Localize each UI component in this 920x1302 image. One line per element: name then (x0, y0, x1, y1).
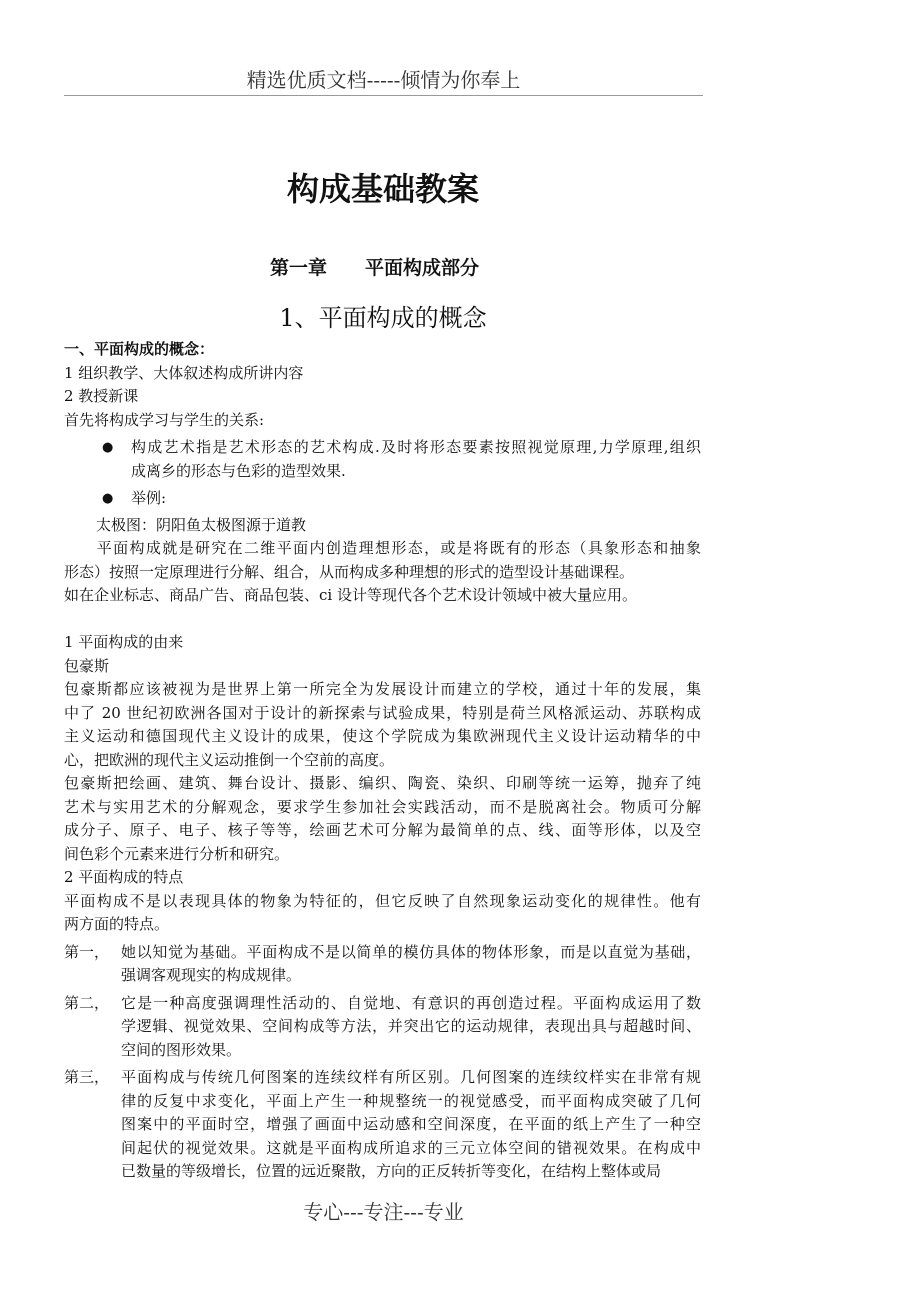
text-line: 心，把欧洲的现代主义运动推倒一个空前的高度。 (64, 750, 395, 769)
text-line: 一、平面构成的概念： (64, 340, 215, 358)
paragraph (64, 338, 701, 362)
chapter-heading: 第一章 平面构成部分 (270, 257, 480, 279)
blank-line (64, 608, 701, 632)
document-body (64, 338, 701, 1187)
text-line: 它是一种高度强调理性活动的、自觉地、有意识的再创造过程。平面构成运用了数 (121, 993, 701, 1012)
text-line: 1 组织教学、大体叙述构成所讲内容 (64, 363, 304, 382)
text-line: 间色彩个元素来进行分析和研究。 (64, 844, 290, 863)
paragraph (64, 537, 701, 584)
text-line: 已数量的等级增长，位置的远近聚散，方向的正反转折等变化，在结构上整体或局 (121, 1162, 662, 1180)
point-label: 第三， (64, 1068, 110, 1086)
text-line: 如在企业标志、商品广告、商品包装、ci 设计等现代各个艺术设计领域中被大量应用。 (64, 586, 637, 604)
text-line: 主义运动和德国现代主义设计的成果，使这个学院成为集欧洲现代主义设计运动精华的中 (64, 727, 701, 745)
point-label: 第二， (64, 993, 110, 1012)
text-line: 形态）按照一定原理进行分解、组合，从而构成多种理想的形式的造型设计基础课程。 (64, 562, 635, 581)
paragraph (64, 772, 701, 866)
text-line: 图案中的平面时空，增强了画面中运动感和空间深度，在平面的纸上产生了一种空 (121, 1115, 701, 1133)
text-line: 平面构成就是研究在二维平面内创造理想形态，或是将既有的形态（具象形态和抽象 (64, 539, 701, 557)
text-line: 成离乡的形态与色彩的造型效果. (131, 461, 346, 480)
page-footer: 专心---专注---专业 (303, 1200, 464, 1224)
numbered-point (64, 941, 701, 988)
text-line: 包豪斯把绘画、建筑、舞台设计、摄影、编织、陶瓷、染织、印刷等统一运筹，抛弃了纯 (64, 774, 701, 792)
bullet-item (64, 487, 701, 511)
text-line: 间起伏的视觉效果。这就是平面构成所追求的三元立体空间的错视效果。在构成中 (121, 1138, 701, 1157)
text-line: 2 平面构成的特点 (64, 868, 184, 886)
paragraph (64, 584, 701, 608)
text-line: 2 教授新课 (64, 387, 139, 405)
paragraph (64, 890, 701, 937)
section-heading: 1、平面构成的概念 (279, 304, 487, 332)
bullet-icon: ● (102, 491, 114, 506)
header-divider (64, 95, 703, 96)
paragraph (64, 866, 701, 890)
text-line: 1 平面构成的由来 (64, 633, 184, 651)
bullet-item (64, 436, 701, 483)
text-line: 包豪斯都应该被视为是世界上第一所完全为发展设计而建立的学校，通过十年的发展，集 (64, 680, 701, 698)
paragraph (64, 362, 701, 386)
text-line: 艺术与实用艺术的分解观念，要求学生参加社会实践活动，而不是脱离社会。物质可分解 (64, 797, 701, 816)
point-label: 第一， (64, 942, 110, 961)
text-line: 太极图：阴阳鱼太极图源于道教 (96, 515, 307, 534)
text-line: 两方面的特点。 (64, 915, 170, 933)
text-line: 学逻辑、视觉效果、空间构成等方法，并突出它的运动规律，表现出具与超越时间、 (121, 1017, 701, 1035)
numbered-point (64, 1066, 701, 1184)
text-line: 举例: (131, 489, 167, 507)
paragraph (64, 409, 701, 433)
text-line: 中了 20 世纪初欧洲各国对于设计的新探索与试验成果，特别是荷兰风格派运动、苏联构成 (64, 703, 701, 722)
text-line: 平面构成与传统几何图案的连续纹样有所区别。几何图案的连续纹样实在非常有规 (121, 1068, 701, 1086)
text-line: 首先将构成学习与学生的关系: (64, 410, 265, 429)
paragraph (64, 385, 701, 409)
text-line: 强调客观现实的构成规律。 (121, 966, 302, 984)
document-title: 构成基础教案 (286, 170, 479, 208)
page-header: 精选优质文档-----倾情为你奉上 (246, 68, 521, 92)
paragraph (64, 631, 701, 655)
bullet-icon: ● (102, 440, 114, 455)
text-line: 空间的图形效果。 (121, 1040, 242, 1059)
paragraph (64, 678, 701, 772)
text-line: 包豪斯 (64, 656, 110, 675)
paragraph (64, 514, 701, 538)
text-line: 她以知觉为基础。平面构成不是以简单的模仿具体的物体形象，而是以直觉为基础， (121, 942, 701, 961)
text-line: 律的反复中求变化，平面上产生一种规整统一的视觉感受，而平面构成突破了几何 (121, 1091, 701, 1110)
numbered-point (64, 992, 701, 1063)
text-line: 平面构成不是以表现具体的物象为特征的，但它反映了自然现象运动变化的规律性。他有 (64, 891, 701, 910)
text-line: 成分子、原子、电子、核子等等，绘画艺术可分解为最简单的点、线、面等形体，以及空 (64, 821, 701, 839)
paragraph (64, 655, 701, 679)
text-line: 构成艺术指是艺术形态的艺术构成.及时将形态要素按照视觉原理,力学原理,组织 (131, 438, 701, 456)
